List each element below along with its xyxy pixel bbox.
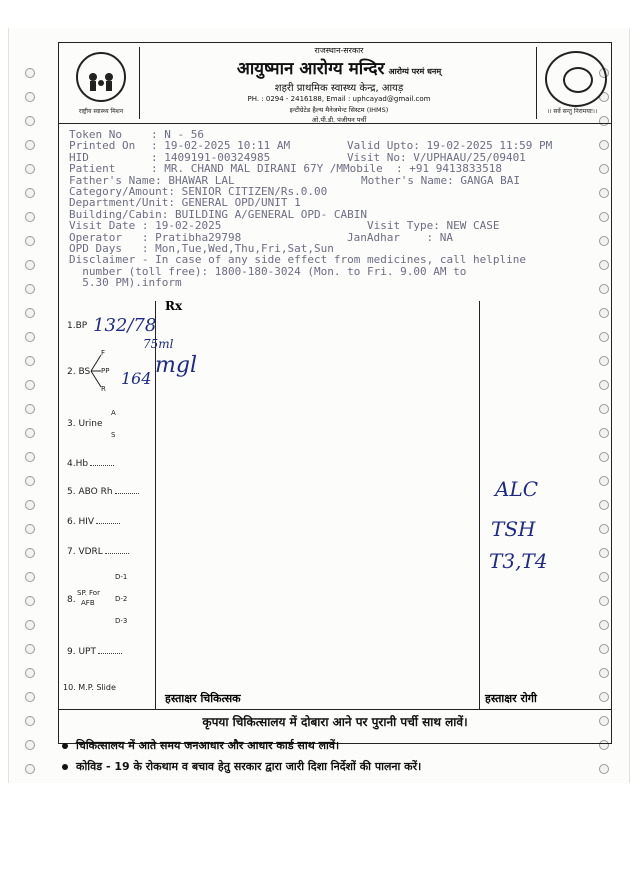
tractor-hole	[25, 212, 35, 222]
opd-form	[58, 42, 612, 744]
disclaimer-2: number (toll free): 1800-180-3024 (Mon. to Fri. 9.00 AM to	[69, 264, 467, 278]
test-bp: 1.BP	[67, 321, 88, 331]
doctor-signature-label: हस्ताक्षर चिकित्सक	[165, 692, 241, 705]
token-value: : N - 56	[151, 128, 204, 141]
handwritten-right-2: TSH	[491, 517, 536, 541]
test-abo: 5. ABO Rh	[67, 485, 139, 497]
handwritten-right-3: T3,T4	[489, 549, 548, 573]
printed-value: : 19-02-2025 10:11 AM	[151, 139, 291, 153]
tractor-hole	[25, 620, 35, 630]
department: Department/Unit: GENERAL OPD/UNIT 1	[69, 196, 301, 210]
rajasthan-seal-icon	[545, 51, 607, 107]
sp-for: SP. For	[77, 589, 100, 597]
handwritten-right-1: ALC	[495, 477, 539, 501]
disclaimer-1: Disclaimer - In case of any side effect from medicines, call helpline	[69, 253, 526, 267]
tractor-hole	[25, 140, 35, 150]
subtitle: शहरी प्राथमिक स्वास्थ्य केन्द्र, आयड़	[274, 83, 404, 94]
opd-days: OPD Days : Mon,Tue,Wed,Thu,Fri,Sat,Sun	[69, 241, 334, 255]
header-center	[143, 43, 535, 124]
tractor-hole	[25, 284, 35, 294]
return-notice: कृपया चिकित्सालय में दोबारा आने पर पुरानी पर्ची साथ लावें।	[59, 709, 611, 736]
handwritten-bs: 164	[121, 369, 152, 388]
bullet-icon	[62, 743, 68, 749]
sp-d3: D-3	[115, 617, 128, 625]
tractor-hole	[25, 260, 35, 270]
tractor-hole	[25, 116, 35, 126]
tractor-hole	[25, 668, 35, 678]
test-mp-slide: 10. M.P. Slide	[63, 683, 116, 692]
tractor-hole	[25, 452, 35, 462]
handwritten-bs-unit: mgl	[155, 353, 197, 378]
sp-d2: D-2	[115, 595, 128, 603]
tractor-hole	[25, 188, 35, 198]
token-label: Token No	[69, 128, 122, 141]
tractor-hole	[25, 356, 35, 366]
rajasthan-caption: ।। सर्वे सन्तु निरामयाः।।	[546, 108, 598, 115]
notes-divider	[479, 301, 480, 709]
tractor-hole	[25, 308, 35, 318]
tractor-hole	[25, 164, 35, 174]
tractor-hole	[25, 716, 35, 726]
tractor-hole	[25, 644, 35, 654]
building: Building/Cabin: BUILDING A/GENERAL OPD- CABIN	[69, 207, 368, 221]
hid-value: : 1409191-00324985	[151, 150, 271, 164]
test-upt: 9. UPT	[67, 645, 122, 657]
category: Category/Amount: SENIOR CITIZEN/Rs.0.00	[69, 184, 328, 198]
tractor-hole	[25, 68, 35, 78]
patient-value: : MR. CHAND MAL DIRANI 67Y /MMobile : +91 9413833518	[151, 162, 502, 176]
patient-signature-label: हस्ताक्षर रोगी	[485, 692, 537, 705]
tractor-hole	[25, 692, 35, 702]
disclaimer-3: 5.30 PM).inform	[69, 276, 182, 290]
tractor-hole	[599, 764, 609, 774]
rx-symbol: Rx	[165, 299, 183, 313]
test-vdrl: 7. VDRL	[67, 545, 129, 557]
printed-label: Printed On	[69, 139, 136, 153]
ihms-line: इन्टीग्रेटेड हैल्थ मैनेजमेन्ट सिस्टम (IHMS)	[289, 106, 389, 114]
tractor-holes-left	[23, 68, 39, 788]
tractor-hole	[25, 572, 35, 582]
instructions	[62, 738, 421, 780]
tractor-hole	[25, 404, 35, 414]
test-bs: 2. BS	[67, 367, 91, 377]
tractor-hole	[25, 428, 35, 438]
bs-r: R	[101, 385, 106, 393]
tractor-hole	[25, 332, 35, 342]
visit-date: Visit Date : 19-02-2025	[69, 219, 222, 233]
father-name: Father's Name: BHAWAR LAL	[69, 173, 235, 187]
motto: आरोग्यं परमं धनम्	[388, 67, 442, 76]
prescription-area	[59, 301, 611, 709]
tractor-hole	[25, 524, 35, 534]
nhm-emblem-icon	[63, 47, 139, 105]
instruction-1: चिकित्सालय में आते समय जनआधार और आधार कार्ड साथ लावें।	[62, 738, 421, 753]
visit-type: Visit Type: NEW CASE	[367, 219, 500, 233]
title-line	[143, 56, 535, 79]
nhm-caption: राष्ट्रीय स्वास्थ्य मिशन	[78, 108, 124, 115]
bs-pp: PP	[101, 367, 110, 375]
janadhar: JanAdhar : NA	[347, 230, 453, 244]
tractor-hole	[25, 236, 35, 246]
test-hiv: 6. HIV	[67, 515, 120, 527]
bullet-icon	[62, 764, 68, 770]
tractor-hole	[25, 380, 35, 390]
tractor-hole	[25, 764, 35, 774]
test-sp: 8.	[67, 595, 76, 605]
valid-upto: Valid Upto: 19-02-2025 11:59 PM	[347, 139, 553, 153]
government-label: राजस्थान-सरकार	[314, 46, 364, 55]
mother-name: Mother's Name: GANGA BAI	[361, 173, 520, 187]
visit-no: Visit No: V/UPHAAU/25/09401	[347, 150, 526, 164]
opd-slip-label: ओ.पी.डी. पंजीयन पर्ची	[311, 116, 367, 124]
tractor-hole	[25, 740, 35, 750]
page-title: आयुष्मान आरोग्य मन्दिर	[236, 59, 385, 79]
sp-afb: AFB	[81, 599, 95, 607]
handwritten-bp-note: 75ml	[143, 337, 174, 351]
test-hb: 4.Hb	[67, 457, 114, 469]
handwritten-bp: 132/78	[93, 315, 157, 336]
bs-f: F	[101, 349, 106, 357]
tractor-hole	[25, 548, 35, 558]
nhm-logo	[63, 47, 140, 119]
patient-label: Patient	[69, 162, 116, 176]
test-urine: 3. Urine	[67, 419, 103, 429]
tractor-hole	[25, 476, 35, 486]
hid-label: HID	[69, 150, 89, 164]
instruction-2: कोविड - 19 के रोकथाम व बचाव हेतु सरकार द्वारा जारी दिशा निर्देशों की पालना करें।	[62, 759, 421, 774]
contact-line: PH. : 0294 - 2416188, Email : uphcayad@gmail.com	[247, 95, 431, 103]
sp-d1: D-1	[115, 573, 128, 581]
tractor-hole	[25, 596, 35, 606]
urine-a: A	[111, 409, 116, 417]
tractor-hole	[25, 500, 35, 510]
operator: Operator : Pratibha29798	[69, 230, 242, 244]
rajasthan-logo	[536, 47, 607, 119]
tractor-hole	[25, 92, 35, 102]
form-header	[59, 43, 611, 124]
urine-s: S	[111, 431, 116, 439]
registration-details	[69, 129, 617, 288]
